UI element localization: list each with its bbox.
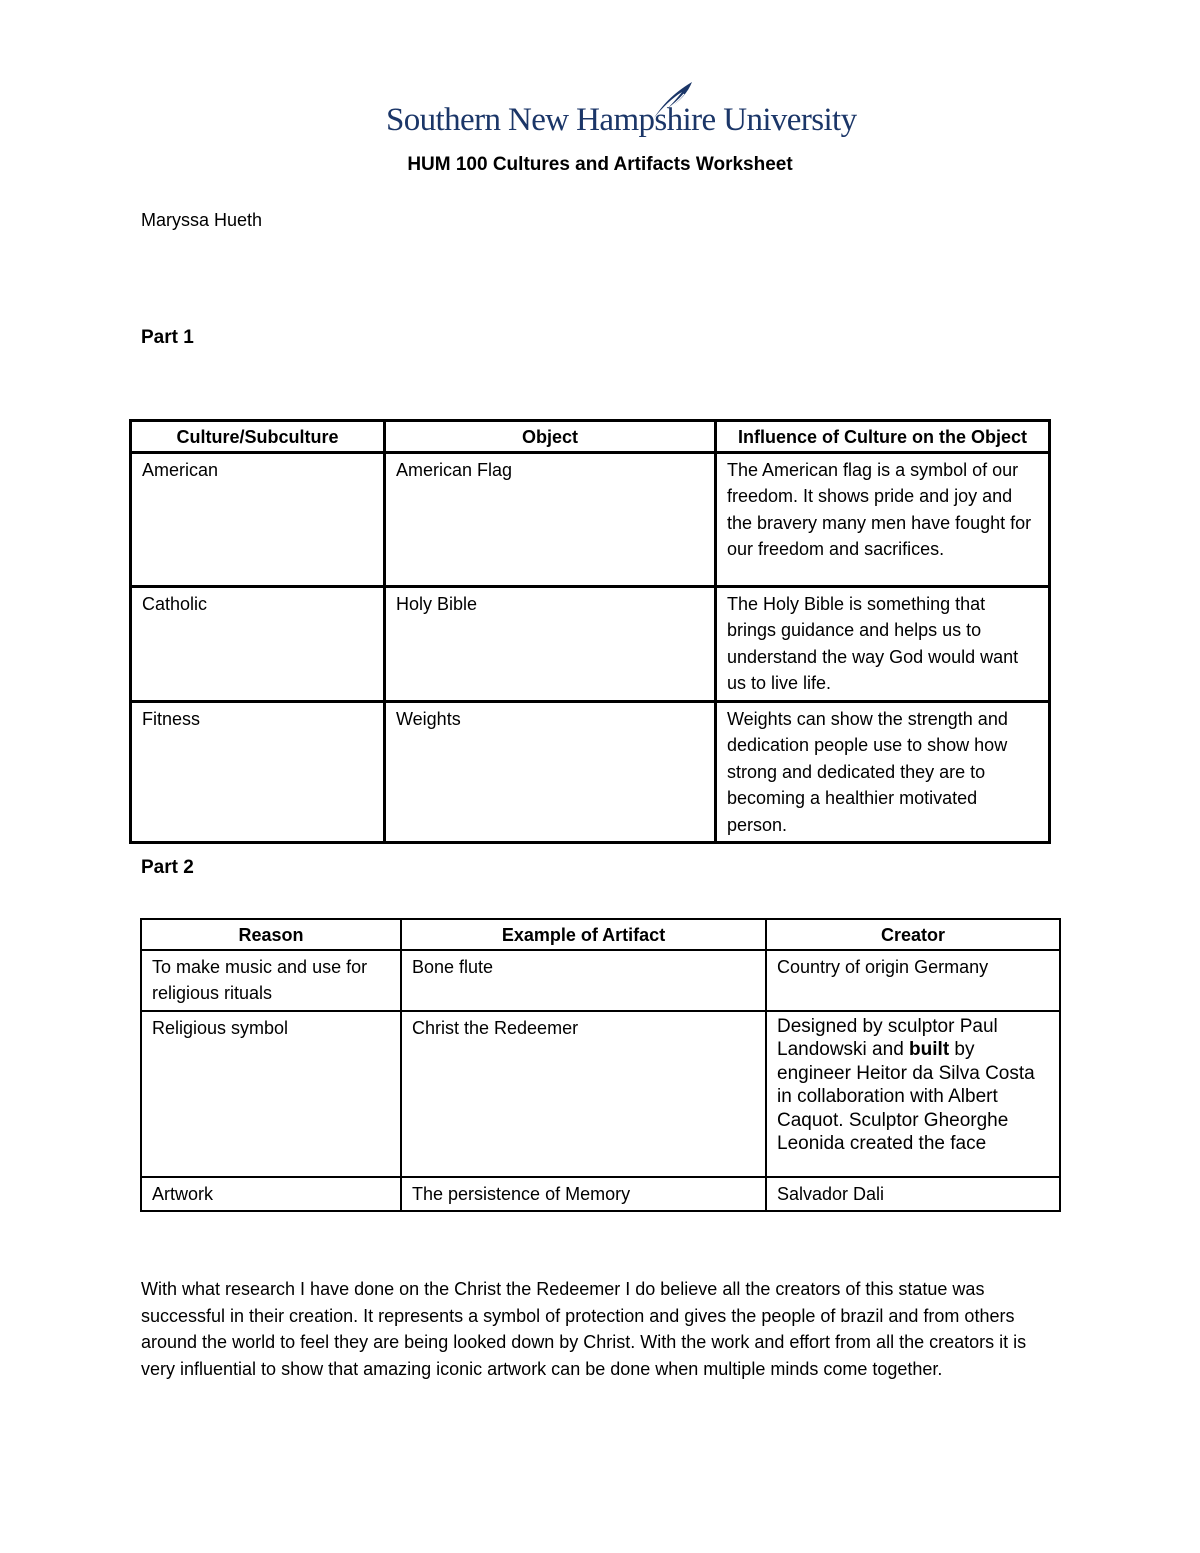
column-header: Object (385, 421, 716, 453)
column-header: Influence of Culture on the Object (716, 421, 1050, 453)
closing-paragraph: With what research I have done on the Christ the Redeemer I do believe all the creators of this statue was successful in their creation. It represents a symbol of protection and gives the people of brazil and from others around the world to feel they are being looked down by Christ. With the work and effort from all the creators it is very influential to show that amazing iconic artwork can be done when multiple minds come together. (141, 1279, 1027, 1379)
worksheet-title: HUM 100 Cultures and Artifacts Worksheet (407, 154, 793, 175)
creator-cell (766, 1011, 1060, 1177)
reason-cell: To make music and use for religious rituals (141, 950, 401, 1011)
influence-cell: Weights can show the strength and dedication people use to show how strong and dedicated they are to becoming a healthier motivated person. (716, 701, 1050, 843)
table-header-row (141, 919, 1060, 950)
object-cell: American Flag (385, 452, 716, 586)
creator-cell: Salvador Dali (766, 1177, 1060, 1212)
part1-table (129, 419, 1051, 844)
object-cell: Holy Bible (385, 586, 716, 701)
creator-text: by engineer Heitor da Silva Costa in collaboration with Albert Caquot. Sculptor Gheorghe Leonida created the face (777, 1039, 1035, 1154)
influence-cell: The Holy Bible is something that brings guidance and helps us to understand the way God would want us to live life. (716, 586, 1050, 701)
table-row (141, 1011, 1060, 1177)
creator-cell: Country of origin Germany (766, 950, 1060, 1011)
artifact-cell: The persistence of Memory (401, 1177, 766, 1212)
part1-label: Part 1 (141, 327, 194, 348)
table-row (131, 586, 1050, 701)
culture-cell: American (131, 452, 385, 586)
reason-cell: Artwork (141, 1177, 401, 1212)
column-header: Reason (141, 919, 401, 950)
artifact-cell: Bone flute (401, 950, 766, 1011)
column-header: Example of Artifact (401, 919, 766, 950)
artifact-cell: Christ the Redeemer (401, 1011, 766, 1177)
table-row (141, 1177, 1060, 1212)
university-logo (386, 80, 857, 148)
part2-table (140, 918, 1061, 1212)
part2-label: Part 2 (141, 857, 194, 878)
table-row (141, 950, 1060, 1011)
influence-cell: The American flag is a symbol of our freedom. It shows pride and joy and the bravery many men have fought for our freedom and sacrifices. (716, 452, 1050, 586)
column-header: Culture/Subculture (131, 421, 385, 453)
creator-text: Designed by sculptor Paul Landowski and (777, 1015, 998, 1060)
column-header: Creator (766, 919, 1060, 950)
reason-cell: Religious symbol (141, 1011, 401, 1177)
university-name: Southern New Hampshire University (386, 102, 857, 138)
table-row (131, 701, 1050, 843)
table-row (131, 452, 1050, 586)
creator-bold-text: built (909, 1039, 950, 1060)
object-cell: Weights (385, 701, 716, 843)
table-header-row (131, 421, 1050, 453)
culture-cell: Catholic (131, 586, 385, 701)
culture-cell: Fitness (131, 701, 385, 843)
author-name: Maryssa Hueth (141, 210, 263, 230)
